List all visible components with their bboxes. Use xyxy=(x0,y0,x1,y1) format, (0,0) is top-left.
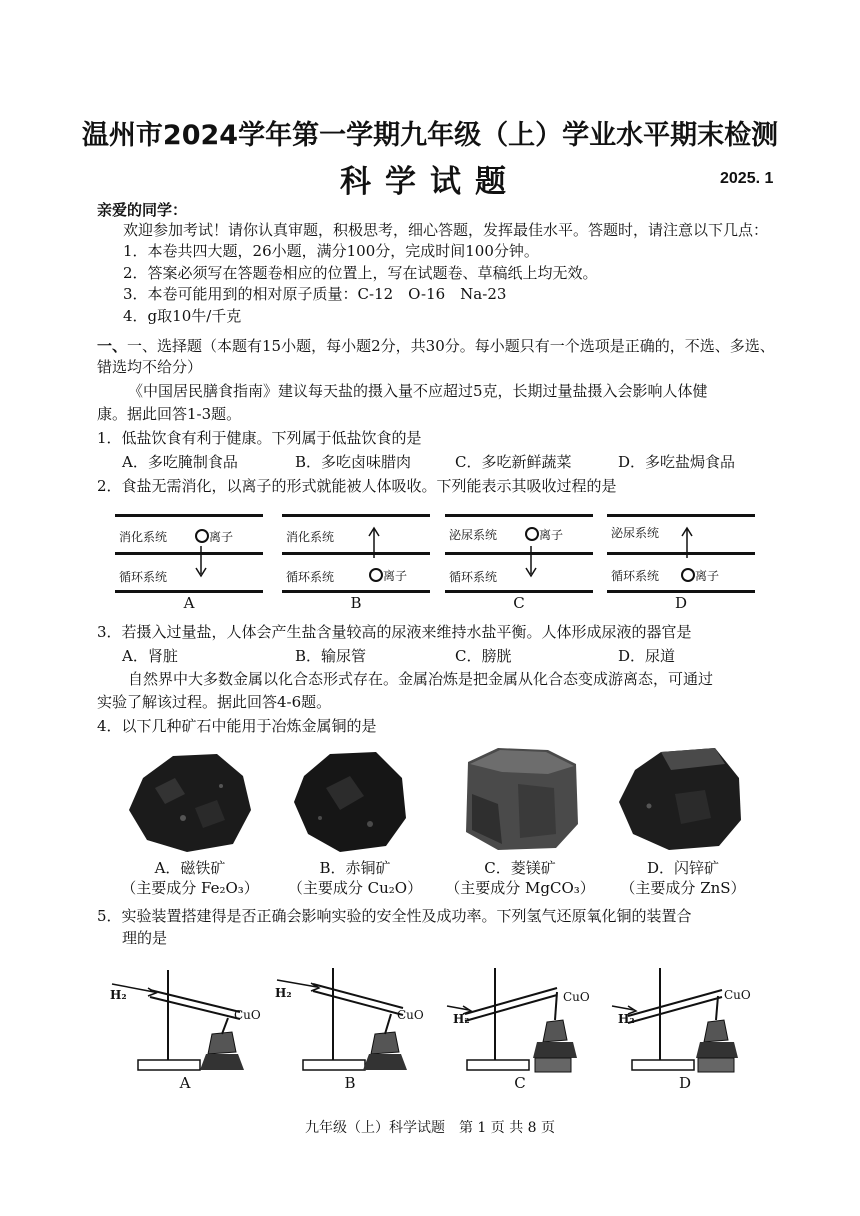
q2-diagram-b: 消化系统 循环系统 离子 B xyxy=(282,510,432,610)
section-heading: 一、一、选择题（本题有15小题，每小题2分，共30分。每小题只有一个选项是正确的，不选、多选、 xyxy=(97,337,775,355)
ion-circle-icon xyxy=(681,568,695,582)
ore-d-name: D．闪锌矿 xyxy=(646,859,720,877)
note-2: 2．答案必须写在答题卷相应的位置上，写在试题卷、草稿纸上均无效。 xyxy=(123,264,598,282)
q1-option-d: D．多吃盐焗食品 xyxy=(618,453,736,471)
exam-subtitle: 科学试题 xyxy=(340,164,520,200)
context-2: 自然界中大多数金属以化合态形式存在。金属冶炼是把金属从化合态变成游离态，可通过 xyxy=(128,670,714,688)
q3-option-c: C．膀胱 xyxy=(455,647,512,665)
q5-stem: 5．实验装置搭建得是否正确会影响实验的安全性及成功率。下列氢气还原氧化铜的装置合 xyxy=(97,907,692,925)
cuprite-ore-image xyxy=(290,748,410,853)
arrow-up-icon xyxy=(679,526,695,558)
exam-title: 温州市2024学年第一学期九年级（上）学业水平期末检测 xyxy=(81,120,779,151)
q4-stem: 4．以下几种矿石中能用于冶炼金属铜的是 xyxy=(97,717,377,735)
arrow-down-icon xyxy=(523,546,539,578)
q5-stem-cont: 理的是 xyxy=(122,929,168,947)
q2-diagram-d: 泌尿系统 循环系统 离子 D xyxy=(607,510,757,610)
q3-option-b: B．输尿管 xyxy=(295,647,367,665)
q1-option-b: B．多吃卤味腊肉 xyxy=(295,453,412,471)
ore-b-component: （主要成分 Cu₂O） xyxy=(287,879,423,897)
context-2b: 实验了解该过程。据此回答4-6题。 xyxy=(97,693,332,711)
ore-d-component: （主要成分 ZnS） xyxy=(620,879,746,897)
ion-circle-icon xyxy=(525,527,539,541)
welcome-text: 欢迎参加考试！请你认真审题，积极思考，细心答题，发挥最佳水平。答题时，请注意以下几点： xyxy=(123,221,769,239)
context-1: 《中国居民膳食指南》建议每天盐的摄入量不应超过5克，长期过量盐摄入会影响人体健 xyxy=(128,382,708,400)
ore-a-component: （主要成分 Fe₂O₃） xyxy=(121,879,259,897)
arrow-down-icon xyxy=(193,546,209,578)
q3-stem: 3．若摄入过量盐，人体会产生盐含量较高的尿液来维持水盐平衡。人体形成尿液的器官是 xyxy=(97,623,692,641)
ore-c-component: （主要成分 MgCO₃） xyxy=(445,879,595,897)
exam-date: 2025. 1 xyxy=(720,170,774,187)
sphalerite-ore-image xyxy=(615,744,745,854)
note-3: 3．本卷可能用到的相对原子质量：C-12 O-16 Na-23 xyxy=(123,285,507,303)
q2-stem: 2．食盐无需消化，以离子的形式就能被人体吸收。下列能表示其吸收过程的是 xyxy=(97,477,617,495)
q5-apparatus-a: H₂ CuO A xyxy=(110,962,270,1097)
note-4: 4．g取10牛/千克 xyxy=(123,307,242,325)
magnetite-ore-image xyxy=(125,748,255,853)
magnesite-ore-image xyxy=(458,744,583,854)
ion-circle-icon xyxy=(369,568,383,582)
section-heading-cont: 错选均不给分） xyxy=(97,358,203,376)
q3-option-a: A．肾脏 xyxy=(122,647,178,665)
q5-apparatus-c: H₂ CuO C xyxy=(445,962,605,1097)
q1-option-a: A．多吃腌制食品 xyxy=(122,453,238,471)
context-1b: 康。据此回答1-3题。 xyxy=(97,405,242,423)
ore-c-name: C．菱镁矿 xyxy=(484,859,556,877)
page-footer: 九年级（上）科学试题 第 1 页 共 8 页 xyxy=(304,1120,556,1136)
ore-b-name: B．赤铜矿 xyxy=(319,859,391,877)
ion-circle-icon xyxy=(195,529,209,543)
q2-diagram-c: 泌尿系统 离子 循环系统 C xyxy=(445,510,595,610)
q3-option-d: D．尿道 xyxy=(618,647,676,665)
q5-apparatus-d: H₂ CuO D xyxy=(610,962,770,1097)
note-1: 1．本卷共四大题，26小题，满分100分，完成时间100分钟。 xyxy=(123,242,539,260)
q2-diagram-a: 消化系统 离子 循环系统 A xyxy=(115,510,265,610)
arrow-up-icon xyxy=(366,526,382,558)
q5-apparatus-b: H₂ CuO B xyxy=(275,962,435,1097)
q1-option-c: C．多吃新鲜蔬菜 xyxy=(455,453,572,471)
q1-stem: 1．低盐饮食有利于健康。下列属于低盐饮食的是 xyxy=(97,429,422,447)
ore-a-name: A．磁铁矿 xyxy=(154,859,226,877)
greeting: 亲爱的同学： xyxy=(97,201,188,219)
